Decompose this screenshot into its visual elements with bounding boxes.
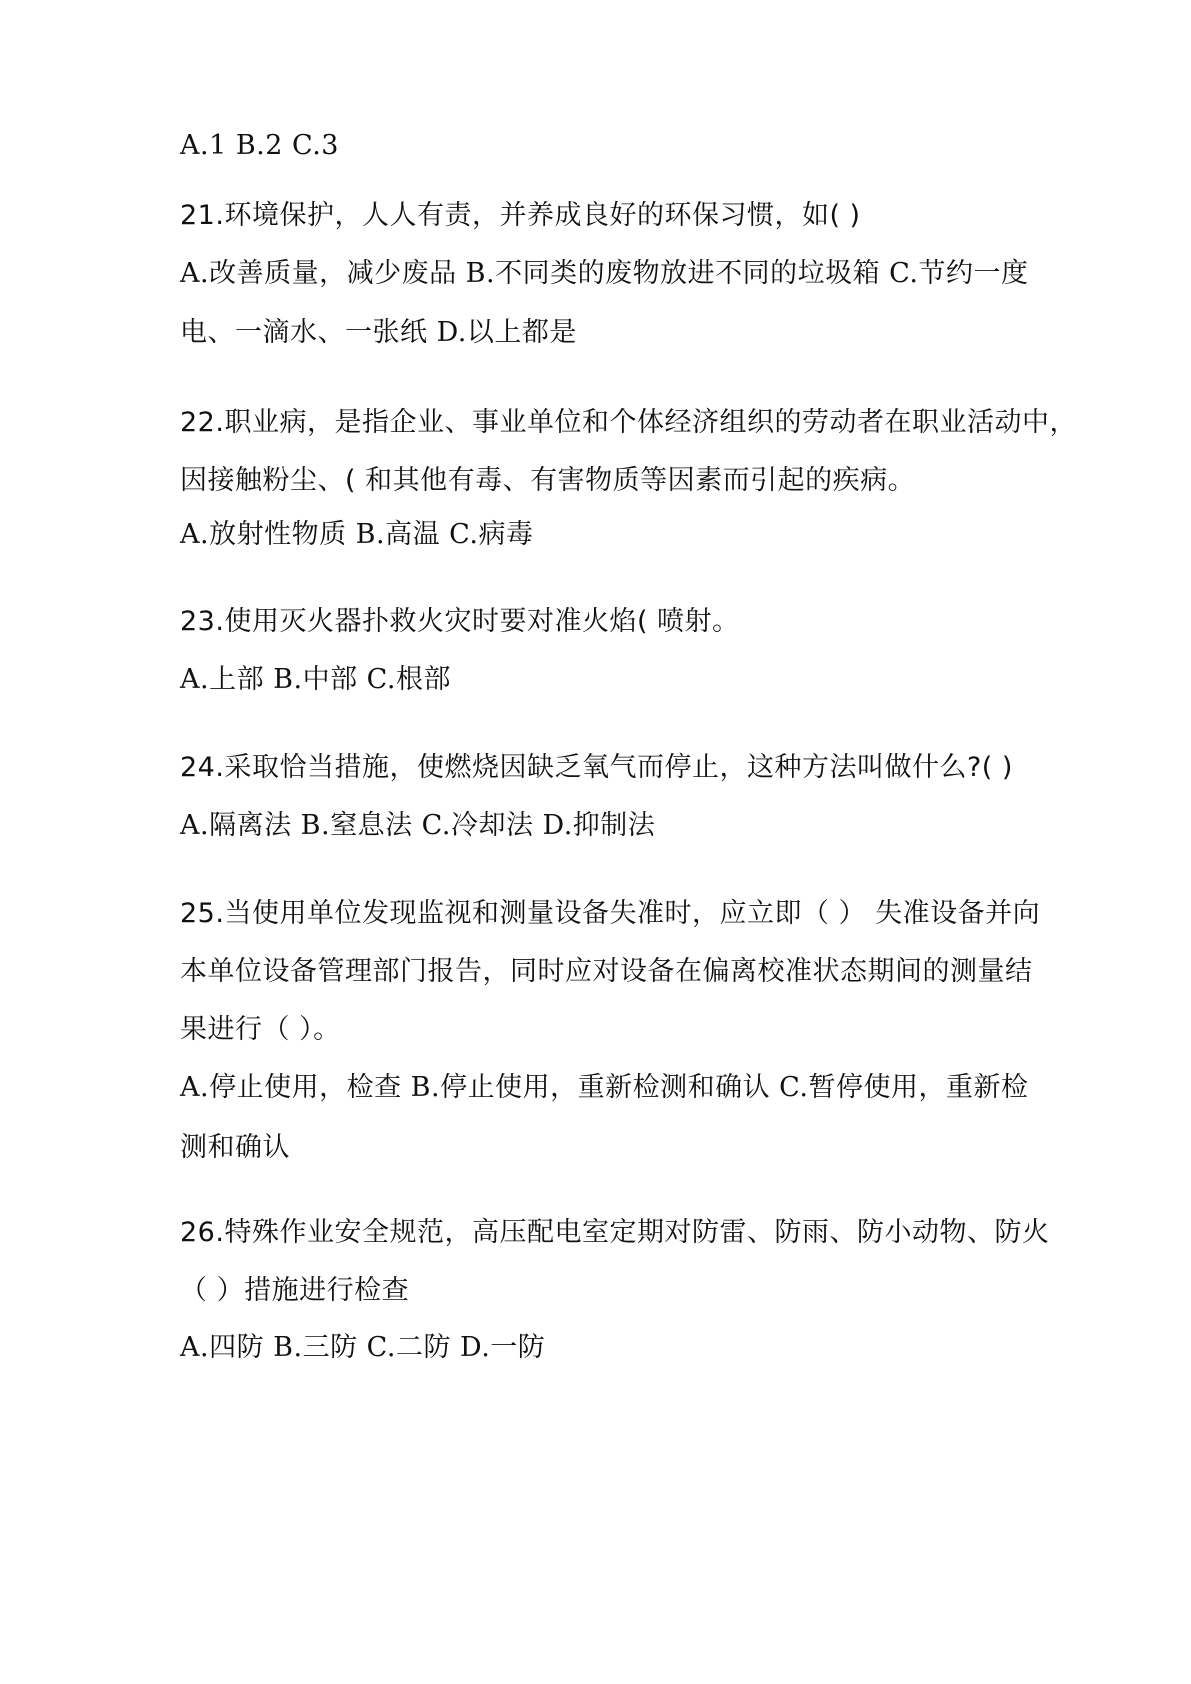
q21-options-line1: A.改善质量，减少废品 B.不同类的废物放进不同的垃圾箱 C.节约一度 (180, 258, 1029, 289)
q24-options: A.隔离法 B.窒息法 C.冷却法 D.抑制法 (180, 810, 656, 841)
q26-text-line2: （ ）措施进行检查 (180, 1275, 410, 1306)
q25-text-line3: 果进行（ ）。 (180, 1014, 341, 1045)
q25-text-line1: 25.当使用单位发现监视和测量设备失准时，应立即（ ） 失准设备并向 (180, 898, 1041, 929)
q25-options-line1: A.停止使用，检查 B.停止使用，重新检测和确认 C.暂停使用，重新检 (180, 1072, 1029, 1103)
q23-options: A.上部 B.中部 C.根部 (180, 664, 451, 695)
q21-text: 21.环境保护，人人有责，并养成良好的环保习惯，如( ) (180, 200, 861, 231)
q21-options-line2: 电、一滴水、一张纸 D.以上都是 (180, 317, 577, 348)
q22-options: A.放射性物质 B.高温 C.病毒 (180, 519, 534, 550)
q20-options: A.1 B.2 C.3 (180, 130, 339, 161)
q23-text: 23.使用灭火器扑救火灾时要对准火焰( 喷射。 (180, 606, 740, 637)
q25-text-line2: 本单位设备管理部门报告，同时应对设备在偏离校准状态期间的测量结 (180, 956, 1033, 987)
q26-options: A.四防 B.三防 C.二防 D.一防 (180, 1332, 546, 1363)
q26-text-line1: 26.特殊作业安全规范，高压配电室定期对防雷、防雨、防小动物、防火 (180, 1217, 1050, 1248)
q24-text: 24.采取恰当措施，使燃烧因缺乏氧气而停止，这种方法叫做什么?( ) (180, 752, 1013, 783)
q25-options-line2: 测和确认 (180, 1132, 290, 1163)
q22-text-line2: 因接触粉尘、( 和其他有毒、有害物质等因素而引起的疾病。 (180, 465, 916, 496)
q22-text-line1: 22.职业病，是指企业、事业单位和个体经济组织的劳动者在职业活动中， (180, 407, 1077, 438)
